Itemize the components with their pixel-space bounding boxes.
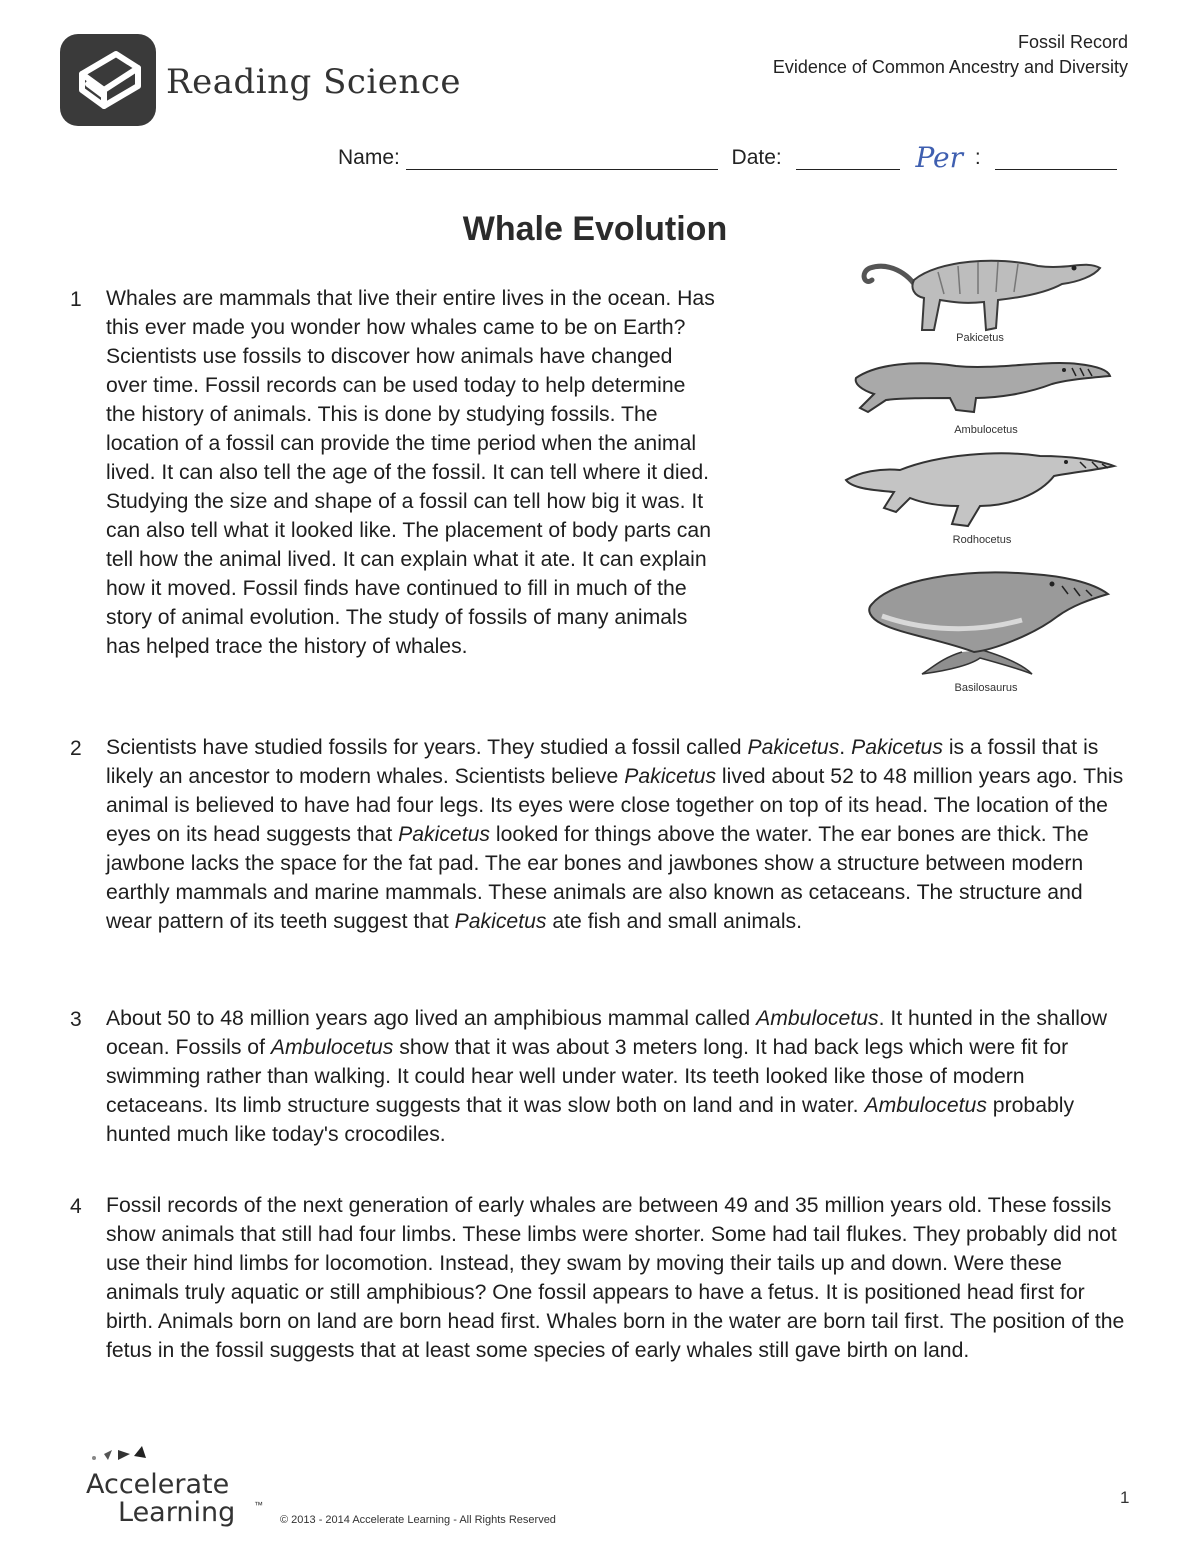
paragraph-line: this ever made you wonder how whales came to be on Earth? — [106, 316, 686, 339]
date-field[interactable] — [796, 147, 900, 170]
paragraph-line: has helped trace the history of whales. — [106, 635, 468, 658]
paragraph-number: 4 — [70, 1195, 82, 1218]
text-segment: ate fish and small animals. — [546, 910, 803, 933]
text-segment: looked for things above the water. The ear bones are thick. The jawbone lacks the space for the fat pad. The ear bones and jawbones show a structure between modern earthly mammals and marine mammals. These animals are also known as cetaceans. The structure and wear pattern of its teeth suggest that — [106, 823, 1089, 933]
name-label: Name: — [338, 146, 400, 169]
text-segment: . It hunted in the shallow ocean. Fossils of — [106, 1007, 1108, 1059]
logo-word-learning: Learning — [118, 1497, 236, 1528]
period-colon: : — [974, 146, 981, 169]
text-segment: lived about 52 to 48 million years ago. This animal is believed to have had four legs. Its eyes were close together on top of its head. The location of the eyes on its head suggests that — [106, 765, 1124, 846]
species-name: Pakicetus — [851, 736, 943, 759]
paragraph-1 — [106, 284, 826, 661]
paragraph-line: Whales are mammals that live their entire lives in the ocean. Has — [106, 287, 715, 310]
text-segment: Scientists have studied fossils for years. They studied a fossil called — [106, 736, 748, 759]
paragraph-number: 3 — [70, 1008, 82, 1031]
paragraph-2 — [106, 733, 1130, 936]
book-icon — [60, 34, 156, 126]
paragraph-line: location of a fossil can provide the time period when the animal — [106, 432, 697, 455]
paragraph-line: can also tell what it looked like. The placement of body parts can — [106, 519, 711, 542]
accelerate-learning-logo — [58, 1440, 268, 1530]
paragraph-line: lived. It can also tell the age of the fossil. It can tell where it died. — [106, 461, 709, 484]
basilosaurus-illustration — [862, 560, 1112, 676]
text-segment: . — [839, 736, 852, 759]
species-name: Ambulocetus — [756, 1007, 879, 1030]
paragraph-number: 2 — [70, 737, 82, 760]
rodhocetus-illustration — [840, 436, 1120, 532]
paragraph-4 — [106, 1191, 1130, 1365]
period-field[interactable] — [995, 147, 1117, 170]
paragraph-3 — [106, 1004, 1116, 1149]
species-name: Ambulocetus — [864, 1094, 987, 1117]
page-number: 1 — [1120, 1488, 1130, 1507]
pakicetus-illustration — [848, 232, 1108, 344]
brand-title: Reading Science — [166, 62, 461, 102]
reading-science-logo — [60, 34, 156, 126]
text-segment: show that it was about 3 meters long. It had back legs which were fit for swimming rather than walking. It could hear well under water. Its teeth looked like those of modern cetaceans. Its limb structure suggests that it was slow both on land and in water. — [106, 1036, 1069, 1117]
paragraph-line: how it moved. Fossil finds have continued to fill in much of the — [106, 577, 687, 600]
rodhocetus-label: Rodhocetus — [952, 534, 1012, 546]
paragraph-line: Studying the size and shape of a fossil can tell how big it was. It — [106, 490, 704, 513]
ambulocetus-illustration — [846, 350, 1114, 422]
trademark-mark: ™ — [254, 1500, 263, 1510]
text-segment: About 50 to 48 million years ago lived an amphibious mammal called — [106, 1007, 757, 1030]
paragraph-line: story of animal evolution. The study of fossils of many animals — [106, 606, 688, 629]
date-label: Date: — [731, 146, 782, 169]
paragraph-line: the history of animals. This is done by studying fossils. The — [106, 403, 658, 426]
species-name: Pakicetus — [454, 910, 547, 933]
species-name: Pakicetus — [624, 765, 717, 788]
species-name: Pakicetus — [747, 736, 840, 759]
topic-header — [773, 30, 1128, 80]
student-info-fields — [338, 141, 1117, 174]
paragraph-number: 1 — [70, 288, 82, 311]
topic-line-2: Evidence of Common Ancestry and Diversity — [772, 57, 1128, 77]
page-title: Whale Evolution — [462, 210, 728, 248]
text-segment: is a fossil that is likely an ancestor to modern whales. Scientists believe — [106, 736, 1099, 788]
topic-line-1: Fossil Record — [1017, 32, 1128, 52]
logo-word-accelerate: Accelerate — [86, 1469, 230, 1500]
species-name: Pakicetus — [398, 823, 490, 846]
paragraph-line: Scientists use fossils to discover how animals have changed — [106, 345, 673, 368]
pakicetus-label: Pakicetus — [956, 332, 1004, 344]
copyright-text: © 2013 - 2014 Accelerate Learning - All Rights Reserved — [280, 1514, 556, 1526]
paragraph-line: over time. Fossil records can be used today to help determine — [106, 374, 686, 397]
basilosaurus-label: Basilosaurus — [954, 682, 1018, 694]
paragraph-line: tell how the animal lived. It can explain what it ate. It can explain — [106, 548, 707, 571]
ambulocetus-label: Ambulocetus — [954, 424, 1018, 436]
arrows-icon — [68, 1440, 158, 1470]
period-label-handwritten: Per — [915, 141, 963, 174]
text-segment: probably hunted much like today's crocodiles. — [106, 1094, 1075, 1146]
name-field[interactable] — [406, 147, 718, 170]
text-segment: Fossil records of the next generation of early whales are between 49 and 35 million years old. These fossils show animals that still had four limbs. These limbs were shorter. Some had tail flukes. They probably did not use their hind limbs for locomotion. Instead, they swam by moving their tails up and down. Were these animals truly aquatic or still amphibious? One fossil appears to have a fetus. It is positioned head first for birth. Animals born on land are born head first. Whales born in the water are born tail first. The position of the fetus in the fossil suggests that at least some species of early whales still gave birth on land. — [106, 1194, 1125, 1362]
species-name: Ambulocetus — [270, 1036, 394, 1059]
